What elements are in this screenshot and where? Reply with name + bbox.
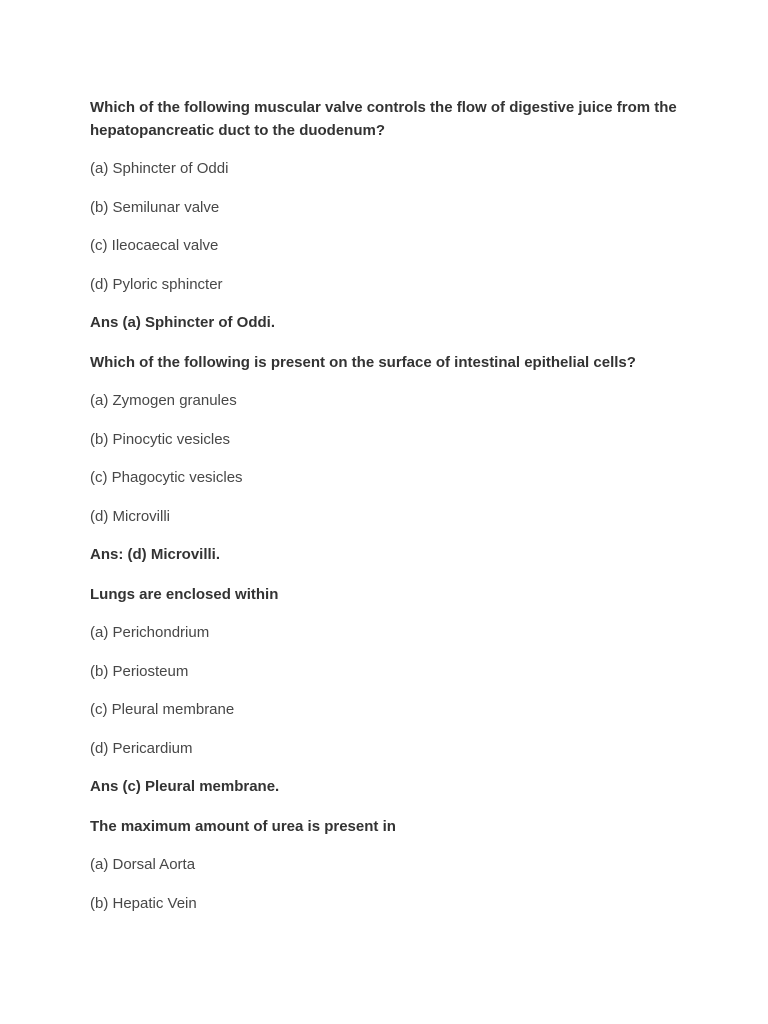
question-3: Lungs are enclosed within <box>90 585 279 603</box>
question-3-option-d: (d) Pericardium <box>90 739 193 757</box>
question-2-option-a: (a) Zymogen granules <box>90 391 237 409</box>
question-1-option-d: (d) Pyloric sphincter <box>90 275 223 293</box>
question-1-answer: Ans (a) Sphincter of Oddi. <box>90 314 276 332</box>
question-3-answer: Ans (c) Pleural membrane. <box>90 778 280 796</box>
question-1-option-c: (c) Ileocaecal valve <box>90 237 219 255</box>
question-4: The maximum amount of urea is present in <box>90 817 396 835</box>
question-2-answer: Ans: (d) Microvilli. <box>90 546 221 564</box>
question-1: Which of the following muscular valve controls the flow of digestive juice from the hepatopancreatic duct to the duodenum? <box>90 99 677 139</box>
question-3-option-c: (c) Pleural membrane <box>90 701 235 719</box>
question-2-option-b: (b) Pinocytic vesicles <box>90 430 231 448</box>
question-2-option-d: (d) Microvilli <box>90 507 170 525</box>
question-4-option-a: (a) Dorsal Aorta <box>90 855 196 873</box>
question-1-option-b: (b) Semilunar valve <box>90 198 220 216</box>
question-3-option-a: (a) Perichondrium <box>90 623 210 641</box>
question-4-option-b: (b) Hepatic Vein <box>90 894 197 912</box>
question-1-option-a: (a) Sphincter of Oddi <box>90 160 229 177</box>
question-3-option-b: (b) Periosteum <box>90 662 189 680</box>
question-2: Which of the following is present on the surface of intestinal epithelial cells? <box>90 353 636 371</box>
question-2-option-c: (c) Phagocytic vesicles <box>90 469 243 487</box>
document-body <box>90 96 680 931</box>
